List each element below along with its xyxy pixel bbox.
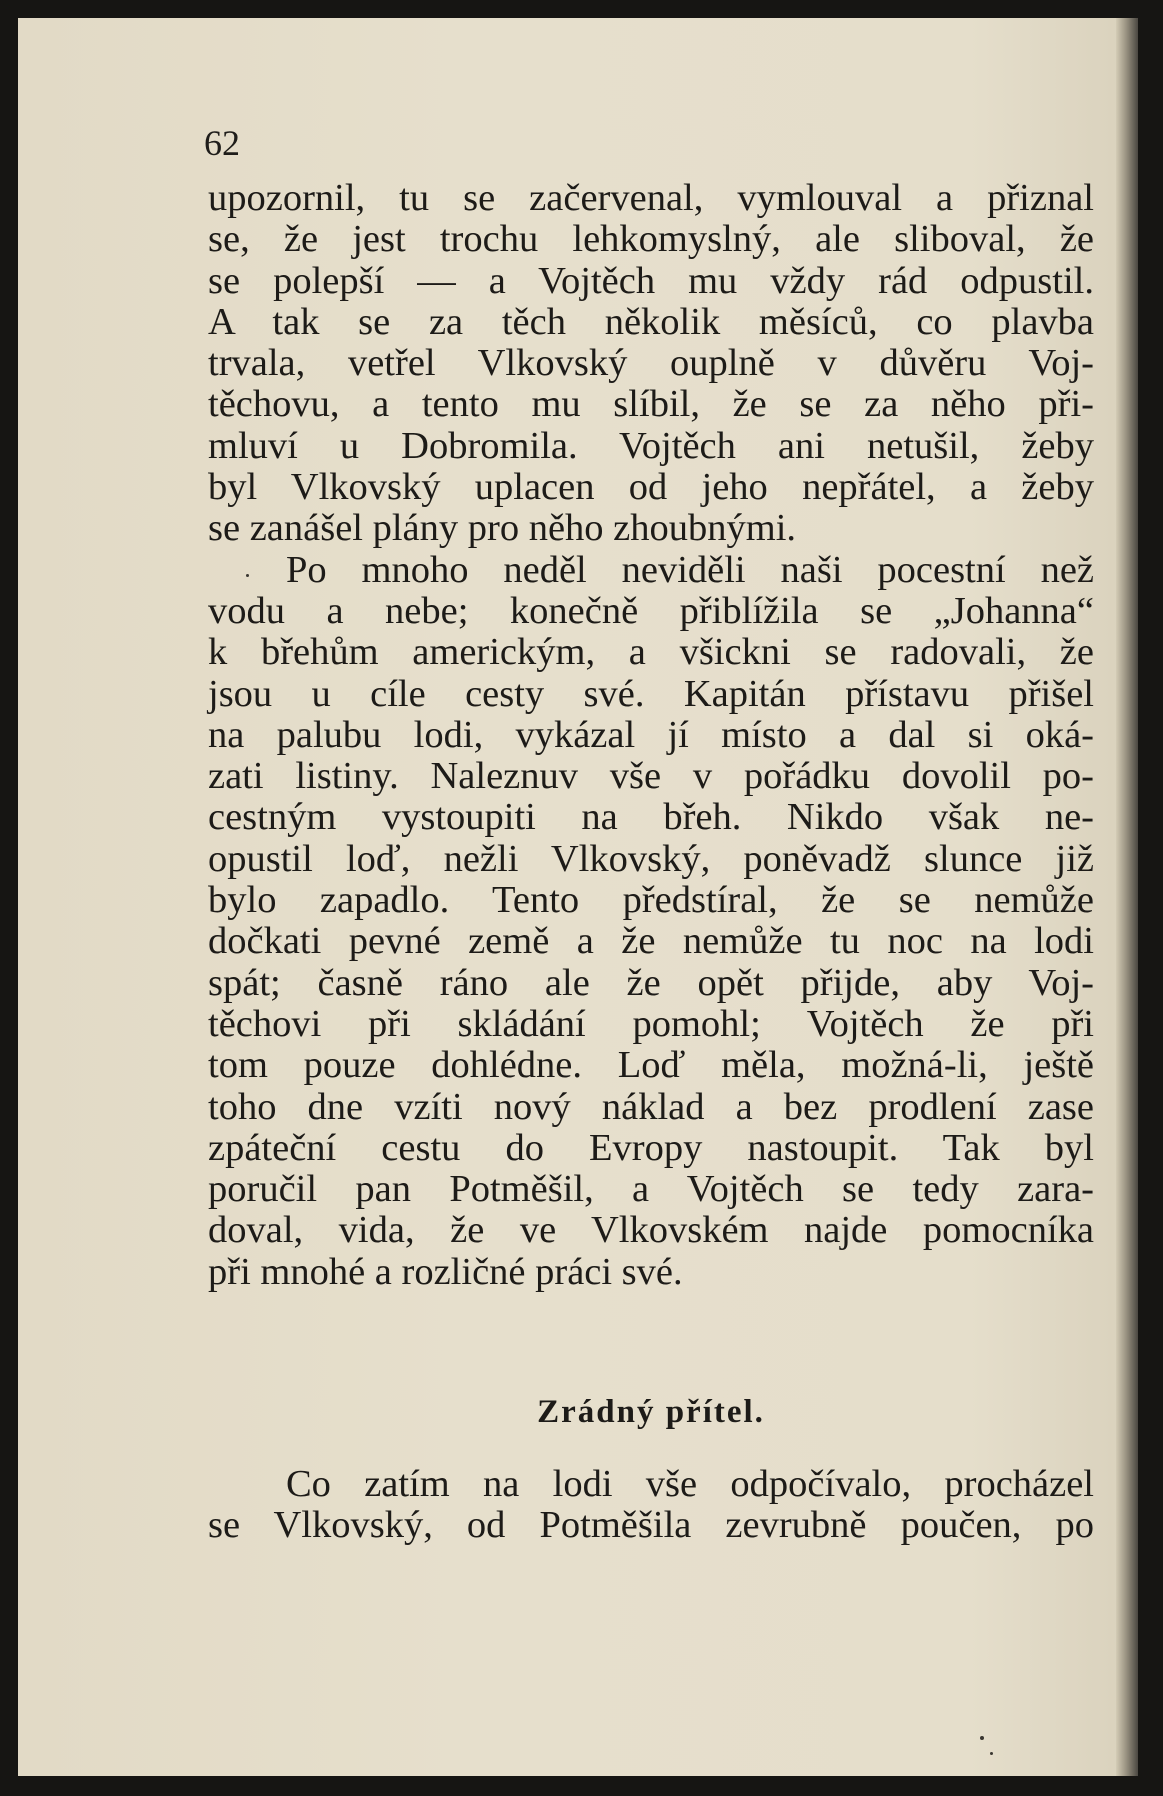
text-line: bylo zapadlo. Tento předstíral, že se nemůže <box>208 879 1094 922</box>
text-line: toho dne vzíti nový náklad a bez prodlení zase <box>208 1085 1094 1128</box>
text-line: při mnohé a rozličné práci své. <box>208 1250 683 1293</box>
text-line: doval, vida, že ve Vlkovském najde pomocníka <box>208 1209 1094 1252</box>
text-line: těchovu, a tento mu slíbil, že se za něho při- <box>208 383 1094 426</box>
text-line: zati listiny. Naleznuv vše v pořádku dovolil po- <box>208 755 1094 798</box>
text-line: tom pouze dohlédne. Loď měla, možná-li, ještě <box>208 1044 1094 1087</box>
text-line: upozornil, tu se začervenal, vymlouval a přiznal <box>208 177 1094 219</box>
text-line: mluví u Dobromila. Vojtěch ani netušil, žeby <box>208 424 1094 467</box>
text-line: jsou u cíle cesty své. Kapitán přístavu přišel <box>208 672 1094 715</box>
text-line: zpáteční cestu do Evropy nastoupit. Tak byl <box>208 1126 1094 1169</box>
text-line: se zanášel plány pro něho zhoubnými. <box>208 507 797 550</box>
text-line: se polepší — a Vojtěch mu vždy rád odpustil. <box>208 259 1094 302</box>
body-text-block <box>208 178 1094 1293</box>
print-speck <box>980 1736 984 1740</box>
text-line: Co zatím na lodi vše odpočívalo, procházel <box>286 1463 1094 1505</box>
section-heading: Zrádný přítel. <box>537 1394 765 1430</box>
text-line: těchovi při skládání pomohl; Vojtěch že při <box>208 1002 1094 1045</box>
text-line: Po mnoho neděl neviděli naši pocestní než <box>286 548 1094 591</box>
page-number: 62 <box>204 123 240 163</box>
text-line: vodu a nebe; konečně přiblížila se „Johanna“ <box>208 589 1094 632</box>
text-line: k břehům americkým, a všickni se radovali, že <box>208 631 1094 674</box>
print-speck <box>990 1752 993 1755</box>
text-line: byl Vlkovský uplacen od jeho nepřátel, a žeby <box>208 466 1094 509</box>
text-line: dočkati pevné země a že nemůže tu noc na lodi <box>208 920 1094 963</box>
page-gutter-shadow <box>1116 18 1138 1776</box>
text-line: na palubu lodi, vykázal jí místo a dal si oká- <box>208 713 1094 756</box>
print-speck <box>246 574 249 577</box>
text-line: se, že jest trochu lehkomyslný, ale sliboval, že <box>208 218 1094 261</box>
paper-sheet <box>18 18 1138 1776</box>
body-text-block-continued <box>208 1464 1094 1547</box>
text-line: opustil loď, nežli Vlkovský, poněvadž slunce již <box>208 837 1094 880</box>
text-line: se Vlkovský, od Potměšila zevrubně poučen, po <box>208 1504 1094 1547</box>
text-line: trvala, vetřel Vlkovský ouplně v důvěru Voj- <box>208 342 1094 385</box>
text-line: A tak se za těch několik měsíců, co plavba <box>208 300 1094 343</box>
text-line: poručil pan Potměšil, a Vojtěch se tedy zara- <box>208 1168 1094 1211</box>
text-line: cestným vystoupiti na břeh. Nikdo však ne- <box>208 796 1094 839</box>
text-line: spát; časně ráno ale že opět přijde, aby Voj- <box>208 961 1094 1004</box>
